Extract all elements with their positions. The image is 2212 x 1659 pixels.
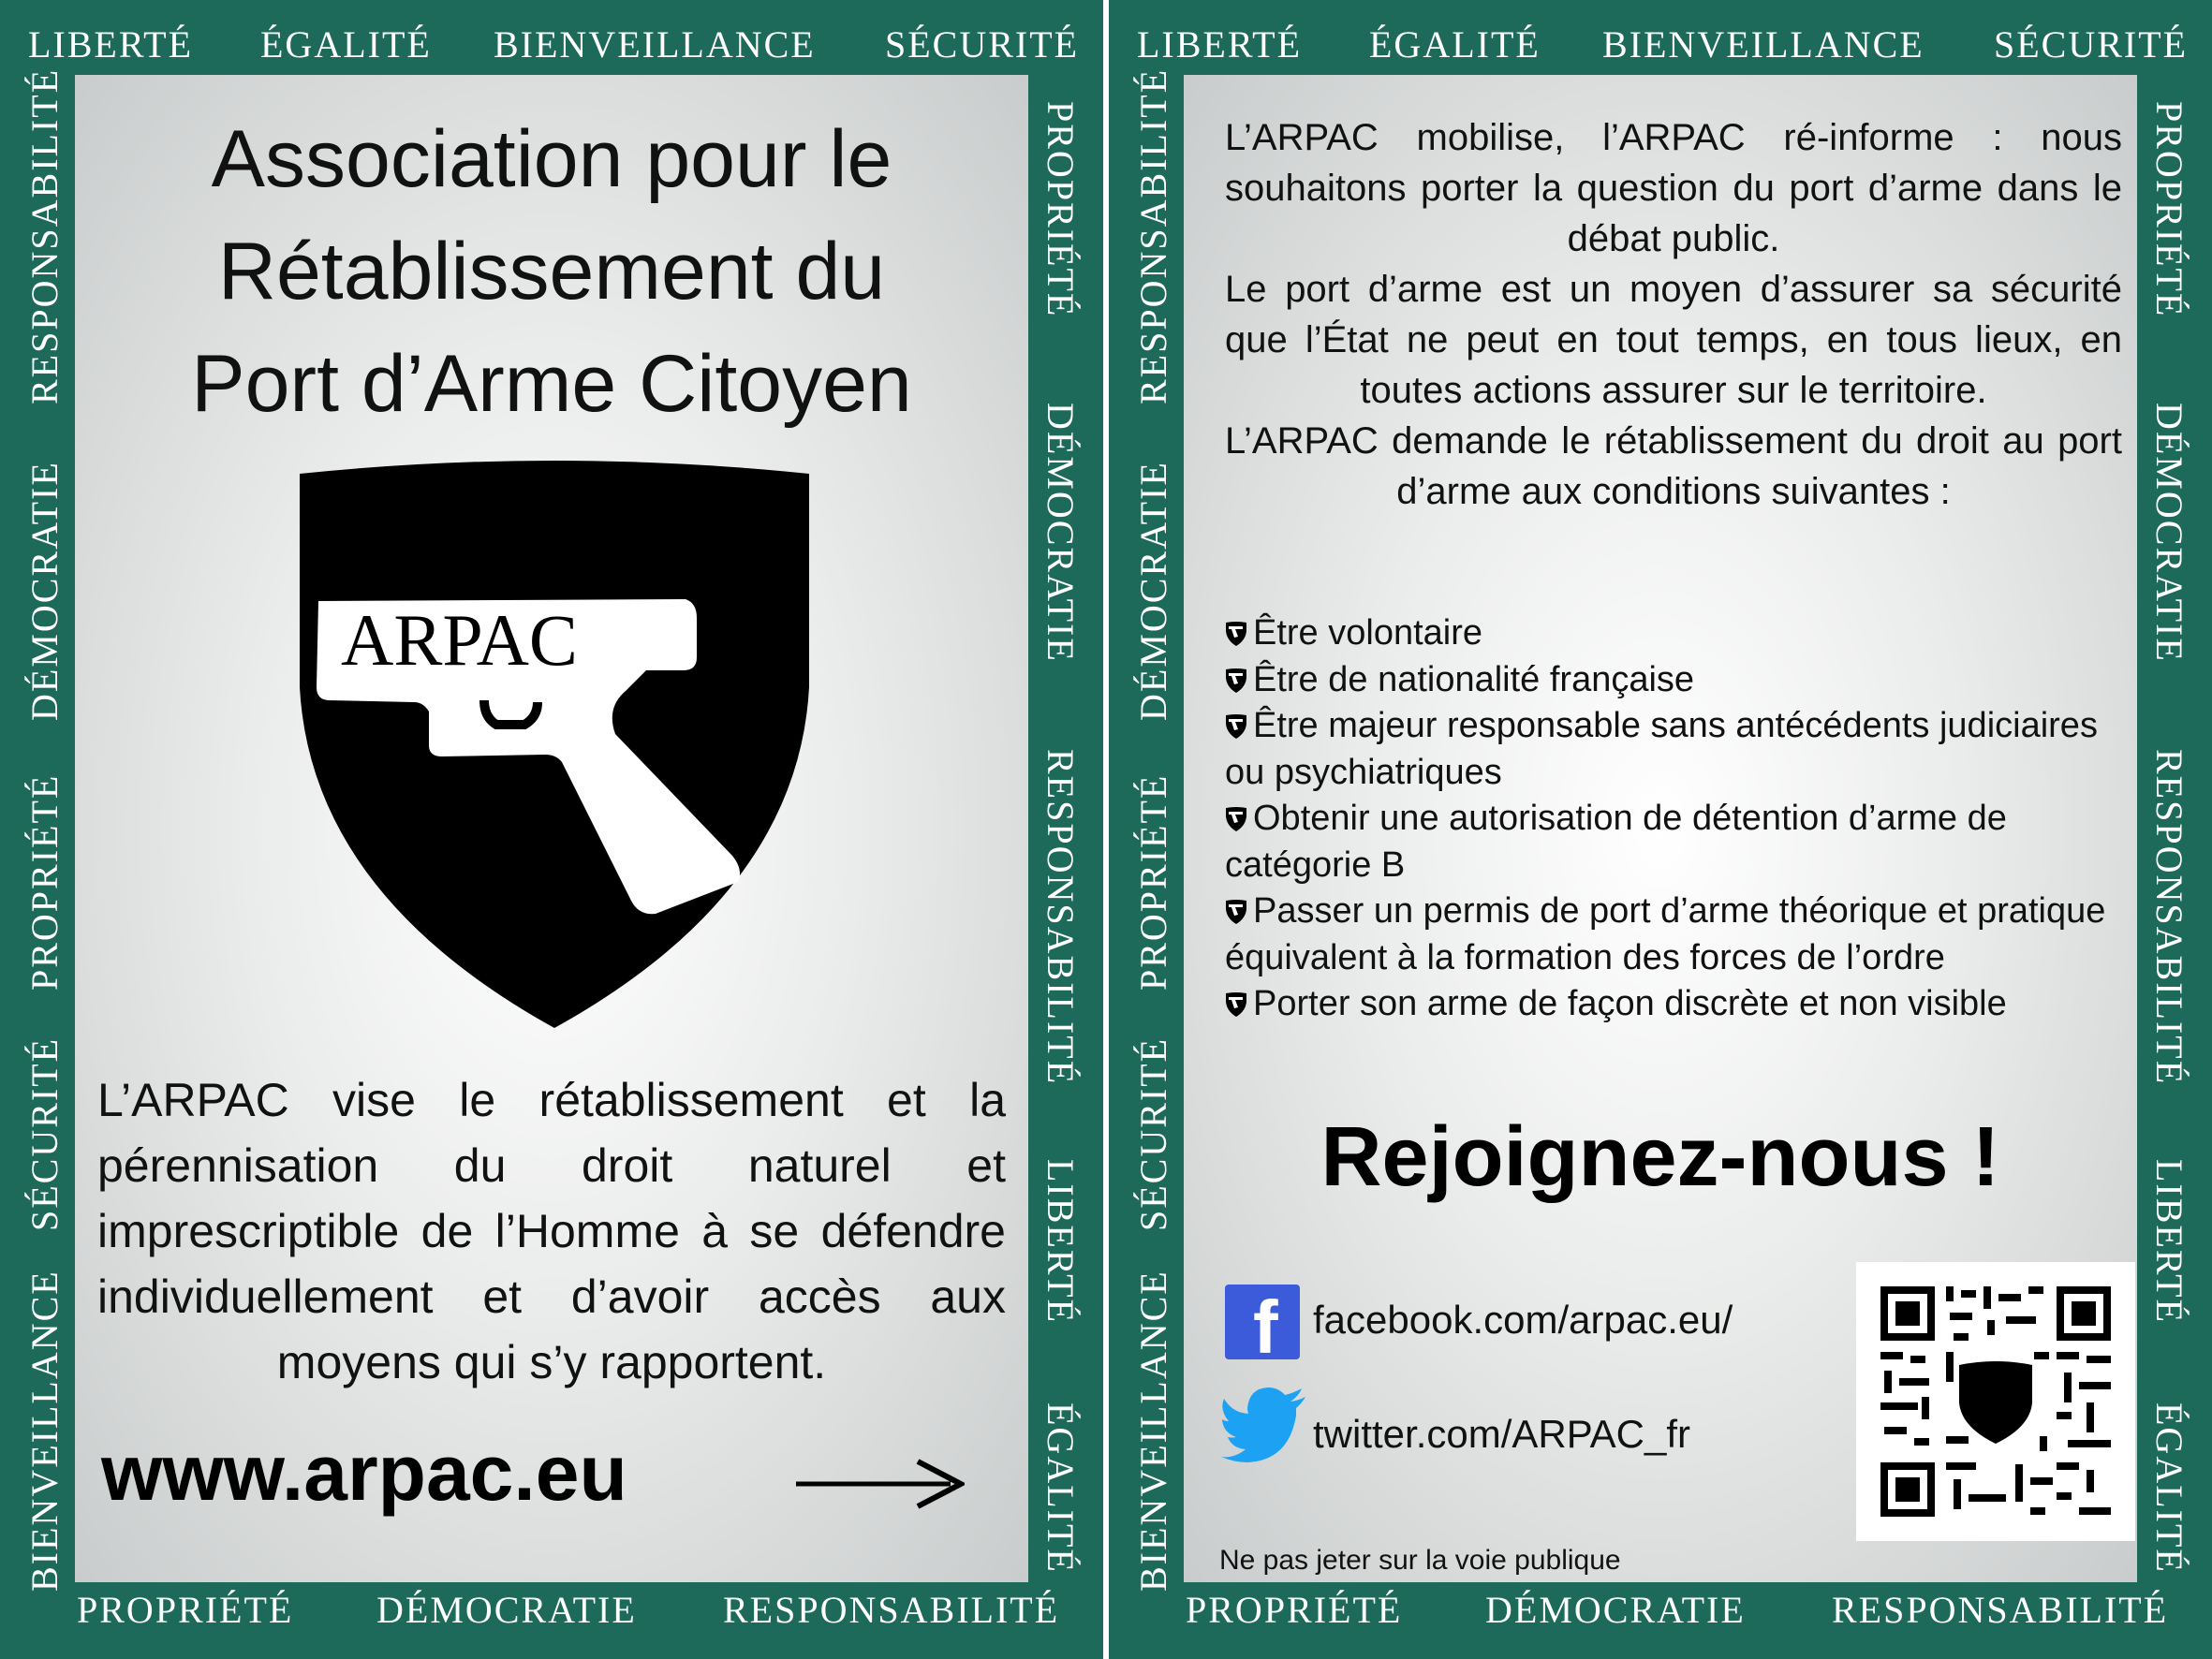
shield-bullet-icon — [1225, 899, 1247, 925]
frame-word-top: LIBERTÉ — [28, 23, 194, 66]
frame-word-top: BIENVEILLANCE — [494, 23, 816, 66]
frame-word-bottom: RESPONSABILITÉ — [723, 1589, 1060, 1631]
list-item — [1225, 888, 2122, 981]
twitter-icon[interactable] — [1221, 1387, 1307, 1462]
frame-word-right: DÉMOCRATIE — [2148, 403, 2190, 663]
frame-word-left: SÉCURITÉ — [23, 1036, 66, 1231]
title-line: Port d’Arme Citoyen — [191, 339, 912, 429]
logo-text: ARPAC — [341, 599, 578, 681]
frame-word-bottom: DÉMOCRATIE — [376, 1589, 637, 1631]
condition-text: Être majeur responsable sans antécédents judiciaires ou psychiatriques — [1225, 706, 2098, 792]
footer-note: Ne pas jeter sur la voie publique — [1219, 1545, 1621, 1576]
list-item — [1225, 657, 2122, 704]
frame-word-top: SÉCURITÉ — [885, 23, 1080, 66]
intro-text — [1225, 112, 2122, 517]
shield-bullet-icon — [1225, 668, 1247, 694]
list-item — [1225, 703, 2122, 796]
shield-pistol-icon — [292, 453, 817, 1034]
frame-word-right: LIBERTÉ — [2148, 1159, 2190, 1325]
frame-word-right: LIBERTÉ — [1040, 1159, 1082, 1325]
intro-paragraph: L’ARPAC mobilise, l’ARPAC ré-informe : nous souhaitons porter la question du port d’arme dans le débat public. — [1225, 117, 2122, 259]
title-line: Association pour le — [211, 114, 892, 204]
frame-word-top: ÉGALITÉ — [1369, 23, 1541, 66]
frame-word-right: RESPONSABILITÉ — [2148, 749, 2190, 1086]
frame-word-left: BIENVEILLANCE — [1132, 1270, 1174, 1592]
frame-word-left: RESPONSABILITÉ — [23, 67, 66, 404]
call-to-action: Rejoignez-nous ! — [1320, 1110, 2000, 1204]
arpac-logo — [292, 453, 817, 1034]
intro-paragraph: L’ARPAC demande le rétablissement du droit au port d’arme aux conditions suivantes : — [1225, 420, 2122, 512]
condition-text: Obtenir une autorisation de détention d’arme de catégorie B — [1225, 799, 2007, 885]
list-item — [1225, 981, 2122, 1028]
list-item — [1225, 796, 2122, 888]
frame-word-right: DÉMOCRATIE — [1040, 403, 1082, 663]
condition-text: Être volontaire — [1253, 613, 1483, 653]
shield-bullet-icon — [1225, 713, 1247, 740]
frame-word-left: RESPONSABILITÉ — [1132, 67, 1174, 404]
facebook-glyph: f — [1253, 1285, 1278, 1369]
frame-word-top: ÉGALITÉ — [260, 23, 432, 66]
frame-word-bottom: DÉMOCRATIE — [1485, 1589, 1746, 1631]
list-item — [1225, 610, 2122, 657]
facebook-icon[interactable] — [1225, 1285, 1300, 1369]
website-link[interactable]: www.arpac.eu — [101, 1429, 627, 1517]
shield-bullet-icon — [1225, 991, 1247, 1018]
frame-word-top: SÉCURITÉ — [1994, 23, 2189, 66]
shield-bullet-icon — [1225, 806, 1247, 832]
frame-word-left: DÉMOCRATIE — [23, 461, 66, 721]
facebook-link[interactable]: facebook.com/arpac.eu/ — [1313, 1298, 1733, 1342]
frame-word-bottom: PROPRIÉTÉ — [1186, 1589, 1403, 1631]
title-line: Rétablissement du — [217, 227, 886, 316]
flyer-back-content — [1184, 75, 2137, 1582]
frame-word-left: PROPRIÉTÉ — [1132, 773, 1174, 991]
twitter-link[interactable]: twitter.com/ARPAC_fr — [1313, 1412, 1690, 1456]
long-right-arrow-icon — [796, 1442, 965, 1526]
conditions-list — [1225, 610, 2122, 1028]
frame-word-top: LIBERTÉ — [1137, 23, 1303, 66]
frame-word-right: ÉGALITÉ — [1040, 1402, 1082, 1574]
frame-word-bottom: PROPRIÉTÉ — [77, 1589, 294, 1631]
shield-bullet-icon — [1225, 621, 1247, 647]
frame-word-left: PROPRIÉTÉ — [23, 773, 66, 991]
flyer-back — [1109, 0, 2212, 1659]
condition-text: Être de nationalité française — [1253, 659, 1695, 699]
frame-word-left: BIENVEILLANCE — [23, 1270, 66, 1592]
flyer-front-content — [75, 75, 1028, 1582]
condition-text: Passer un permis de port d’arme théorique et pratique équivalent à la formation des forces de l’ordre — [1225, 891, 2106, 977]
frame-word-bottom: RESPONSABILITÉ — [1832, 1589, 2169, 1631]
condition-text: Porter son arme de façon discrète et non visible — [1253, 984, 2007, 1023]
frame-word-right: RESPONSABILITÉ — [1040, 749, 1082, 1086]
mission-statement: L’ARPAC vise le rétablissement et la pérennisation du droit naturel et imprescriptible de l’Homme à se défendre individuellement et d’avoir accès aux moyens qui s’y rapportent. — [97, 1074, 1006, 1388]
frame-word-top: BIENVEILLANCE — [1602, 23, 1924, 66]
page-title — [75, 103, 1028, 440]
frame-word-left: DÉMOCRATIE — [1132, 461, 1174, 721]
frame-word-left: SÉCURITÉ — [1132, 1036, 1174, 1231]
intro-paragraph: Le port d’arme est un moyen d’assurer sa sécurité que l’État ne peut en tout temps, en tous lieux, en toutes actions assurer sur le territoire. — [1225, 269, 2122, 411]
frame-word-right: PROPRIÉTÉ — [1040, 101, 1082, 318]
frame-word-right: PROPRIÉTÉ — [2148, 101, 2190, 318]
qr-code-icon[interactable] — [1856, 1262, 2135, 1541]
flyer-front — [0, 0, 1103, 1659]
frame-word-right: ÉGALITÉ — [2148, 1402, 2190, 1574]
